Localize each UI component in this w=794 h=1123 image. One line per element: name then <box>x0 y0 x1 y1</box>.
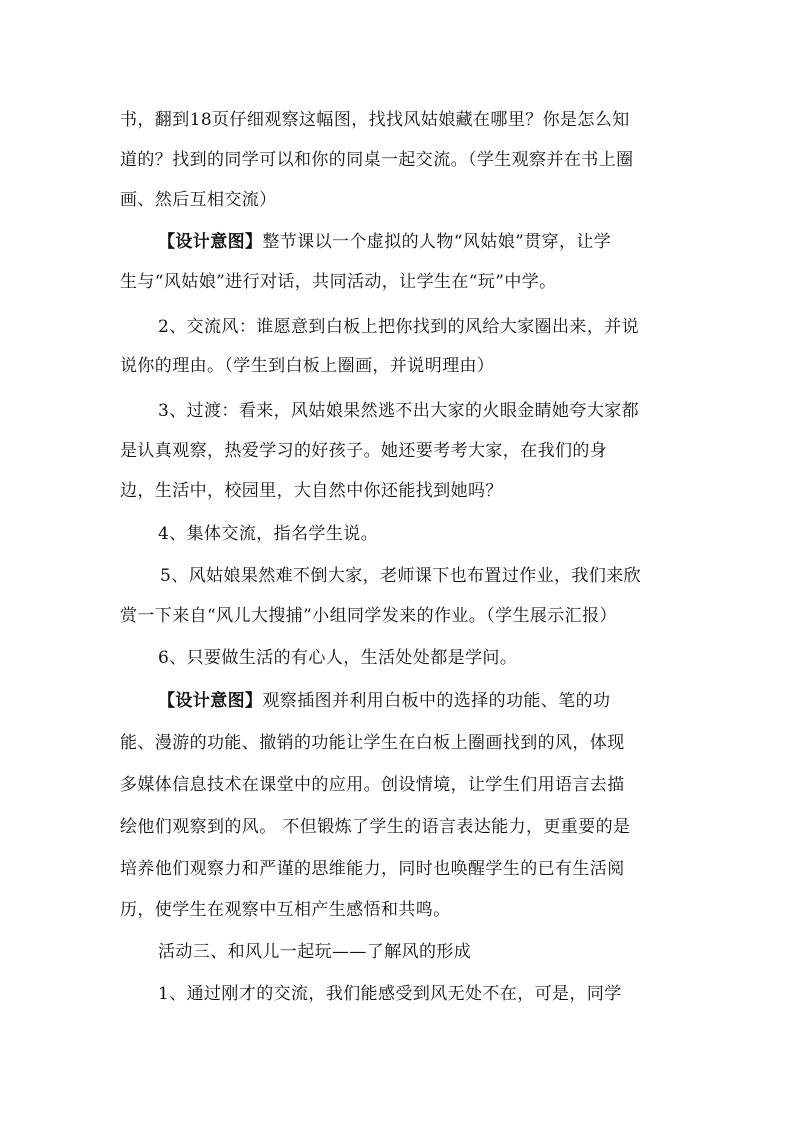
paragraph-line-5: 2、交流风：谁愿意到白板上把你找到的风给大家圈出来，并说 <box>158 317 640 337</box>
paragraph-line-2: 道的？找到的同学可以和你的同桌一起交流。（学生观察并在书上圈 <box>120 150 634 170</box>
paragraph-line-8: 是认真观察，热爱学习的好孩子。她还要考考大家，在我们的身 <box>120 441 608 461</box>
paragraph-line-12: 赏一下来自“风儿大搜捕”小组同学发来的作业。（学生展示汇报） <box>120 606 617 626</box>
paragraph-line-4: 生与“风姑娘”进行对话，共同活动，让学生在“玩”中学。 <box>120 272 557 292</box>
paragraph-line-7: 3、过渡：看来，风姑娘果然逃不出大家的火眼金睛她夸大家都 <box>158 401 640 421</box>
design-intent-line-1 <box>158 232 718 252</box>
design-intent-line-2 <box>158 691 718 711</box>
paragraph-line-16: 绘他们观察到的风。 不但锻炼了学生的语言表达能力，更重要的是 <box>120 817 631 837</box>
design-intent-label: 【设计意图】 <box>158 232 263 252</box>
paragraph-line-9: 边，生活中，校园里，大自然中你还能找到她吗？ <box>120 481 503 501</box>
paragraph-line-13: 6、只要做生活的有心人，生活处处都是学问。 <box>158 648 518 668</box>
paragraph-line-6: 说你的理由。（学生到白板上圈画，并说明理由） <box>120 356 495 376</box>
paragraph-line-15: 多媒体信息技术在课堂中的应用。创设情境，让学生们用语言去描 <box>120 775 625 795</box>
design-intent-text-2: 观察插图并利用白板中的选择的功能、笔的功 <box>262 691 611 711</box>
paragraph-line-11: 5、风姑娘果然难不倒大家，老师课下也布置过作业，我们来欣 <box>160 566 642 586</box>
paragraph-line-18: 历，使学生在观察中互相产生感悟和共鸣。 <box>120 900 451 920</box>
paragraph-line-17: 培养他们观察力和严谨的思维能力，同时也唤醒学生的已有生活阅 <box>120 859 625 879</box>
design-intent-label-2: 【设计意图】 <box>158 691 263 711</box>
paragraph-line-3: 画、然后互相交流） <box>120 190 277 210</box>
paragraph-line-1: 书，翻到18页仔细观察这幅图，找找风姑娘藏在哪里？你是怎么知 <box>120 110 630 130</box>
design-intent-text: 整节课以一个虚拟的人物“风姑娘”贯穿，让学 <box>262 232 612 252</box>
paragraph-line-19: 1、通过刚才的交流，我们能感受到风无处不在，可是，同学 <box>158 984 622 1004</box>
activity-heading: 活动三、和风儿一起玩——了解风的形成 <box>158 942 472 962</box>
paragraph-line-14: 能、漫游的功能、撤销的功能让学生在白板上圈画找到的风，体现 <box>120 733 625 753</box>
paragraph-line-10: 4、集体交流，指名学生说。 <box>158 524 379 544</box>
